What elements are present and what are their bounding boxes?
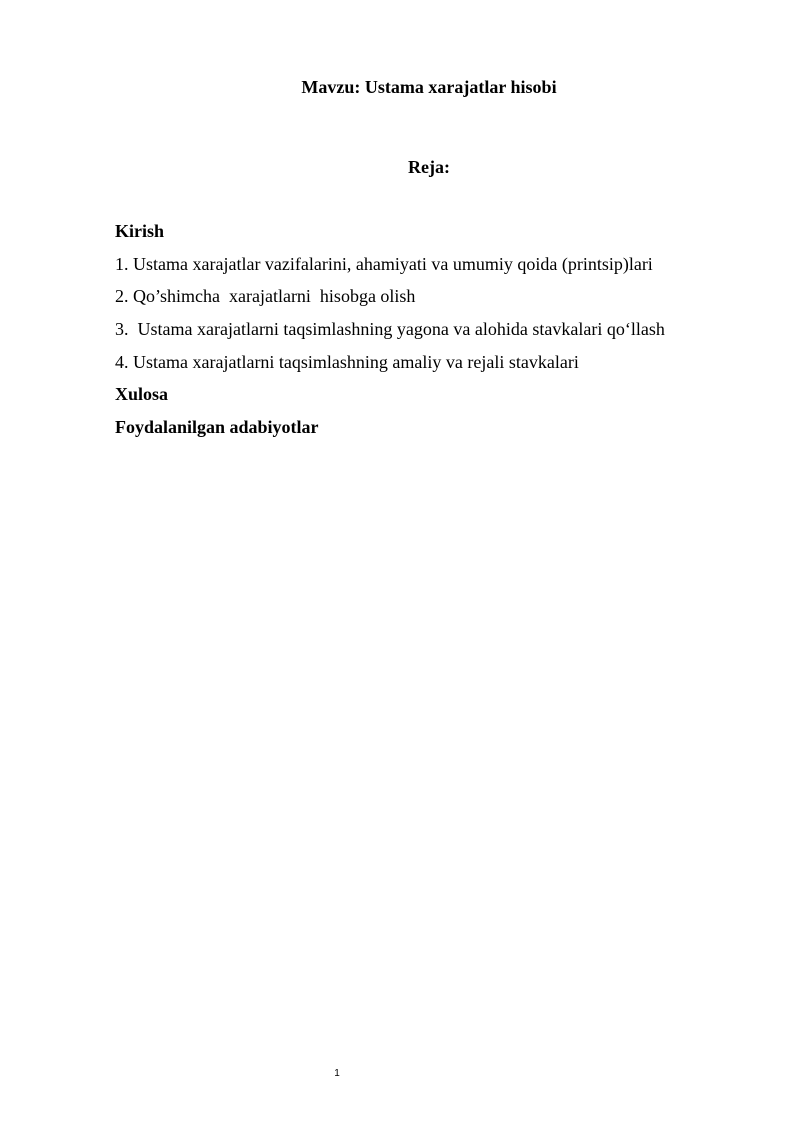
table-of-contents <box>115 219 665 448</box>
toc-item-3: 3. Ustama xarajatlarni taqsimlashning yagona va alohida stavkalari qo‘llash <box>115 319 665 340</box>
toc-item-1: 1. Ustama xarajatlar vazifalarini, ahamiyati va umumiy qoida (printsip)lari <box>115 253 653 274</box>
toc-item-2: 2. Qo’shimcha xarajatlarni hisobga olish <box>115 286 416 307</box>
toc-item-introduction: Kirish <box>115 221 165 241</box>
plan-heading: Reja: <box>408 157 450 177</box>
toc-item-4: 4. Ustama xarajatlarni taqsimlashning amaliy va rejali stavkalari <box>115 351 579 372</box>
toc-item-references: Foydalanilgan adabiyotlar <box>115 417 319 438</box>
page-number: 1 <box>334 1068 340 1079</box>
document-title: Mavzu: Ustama xarajatlar hisobi <box>301 77 557 97</box>
toc-item-conclusion: Xulosa <box>115 384 169 405</box>
